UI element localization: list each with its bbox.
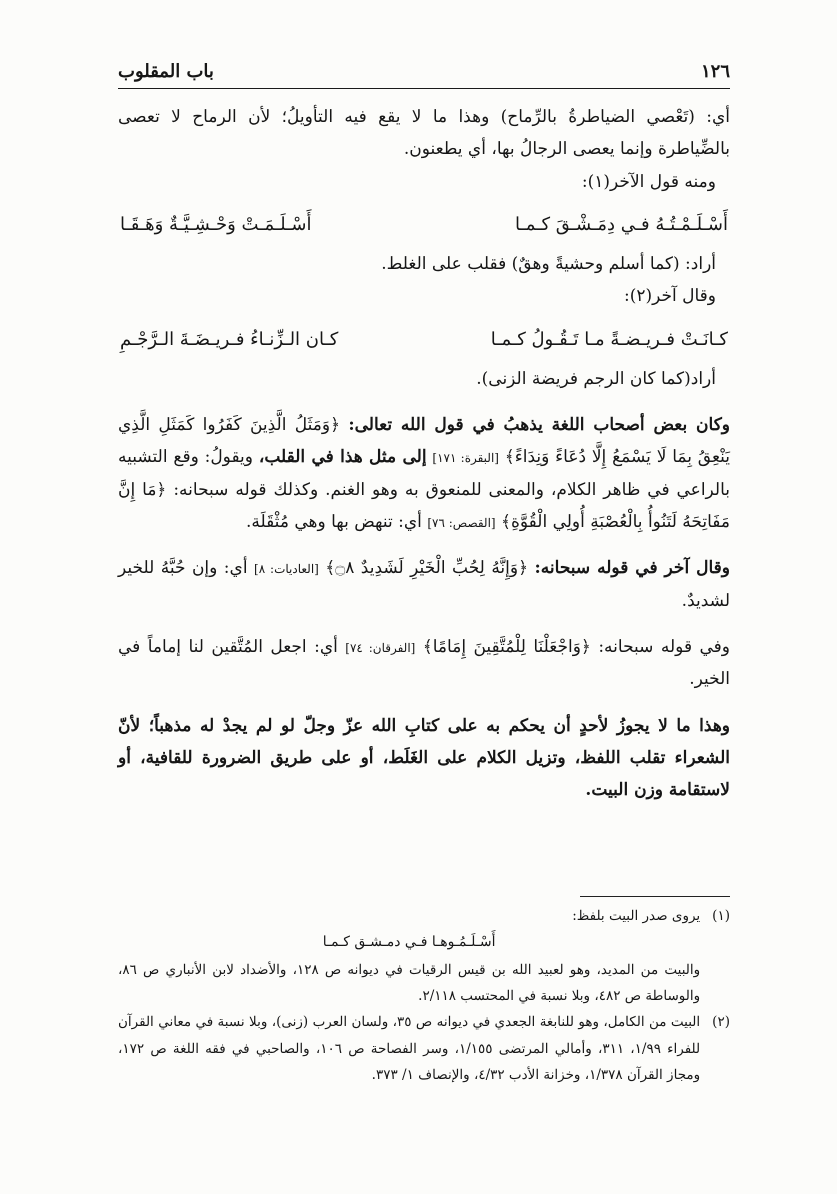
verse-1-first-hemistich: أَسْـلَـمْـتُـهُ فـي دِمَـشْـقَ كـمـا [515,213,728,235]
verse-1 [118,208,730,242]
verse-1-second-hemistich: أَسْـلَـمَـتْ وَحْـشِـيَّـةٌ وَهَـقَـا [120,213,312,235]
paragraph-3: أراد: (كما أسلم وحشيةً وهقٌ) فقلب على الغلط. [381,254,716,275]
paragraph-7 [118,552,730,617]
quran-verse-qasas: ﴿مَا إِنَّ مَفَاتِحَهُ لَتَنُوأُ بِالْعُصْبَةِ أُولِي الْقُوَّةِ﴾ [118,479,730,533]
main-text [118,101,730,806]
footnote-1-intro: يروى صدر البيت بلفظ: [572,908,701,924]
page-number: ١٢٦ [700,61,730,82]
ref-baqara: [البقرة: ١٧١] [432,451,499,466]
p7-end: أي: وإن حُبَّهُ للخير لشديدٌ. [118,558,730,611]
quran-verse-baqara: ﴿وَمَثَلُ الَّذِينَ كَفَرُوا كَمَثَلِ الَّذِي يَنْعِقُ بِمَا لَا يَسْمَعُ إِلَّا دُعَاءً وَنِدَاءً﴾ [118,415,731,468]
ref-qasas: [القصص: ٧٦] [427,516,496,531]
p6-bold2: إلى مثل هذا في القلب، [258,447,427,468]
footnote-rule [580,896,730,897]
page [118,52,730,806]
verse-2-first-hemistich: كـانَـتْ فـريـضـةً مـا تَـقُـولُ كـمـا [490,328,728,350]
p8-start: وفي قوله سبحانه: [598,636,731,657]
paragraph-9: وهذا ما لا يجوزُ لأحدٍ أن يحكم به على كتابِ الله عزّ وجلّ لو لم يجدْ له مذهباً؛ لأنّ الشعراء تقلب اللفظ، وتزيل الكلام على الغَلَط، أو على طريق الضرورة للقافية، أو لاستقامة وزن البيت. [118,715,730,801]
paragraph-6 [118,409,730,538]
footnote-1-number: (١) [712,908,730,924]
footnote-1-text: والبيت من المديد، وهو لعبيد الله بن قيس الرقيات في ديوانه ص ١٢٨، والأضداد لابن الأنباري ص ٨٦، والوساطة ص ٤٨٢، وبلا نسبة في المحتسب ٢/١١٨. [118,961,701,1004]
footnote-1-verse: أَسْـلَـمُـوهـا فـي دمـشـق كـمـا [322,934,496,951]
p6-rest: ويقولُ: وقع التشبيه بالراعي في ظاهر الكلام، والمعنى للمنعوق به وهو الغنم. وكذلك قوله سبحانه: [118,447,731,500]
verse-2 [118,323,730,357]
footnote-2 [118,1009,730,1088]
quran-verse-adiyat: ﴿وَإِنَّهُ لِحُبِّ الْخَيْرِ لَشَدِيدٌ ۝٨﴾ [325,558,529,579]
paragraph-4: وقال آخر(٢): [623,286,716,307]
p8-end: أي: اجعل المُتَّقين لنا إماماً في الخير. [118,636,730,690]
footnote-2-text: البيت من الكامل، وهو للنابغة الجعدي في ديوانه ص ٣٥، ولسان العرب (زنى)، وبلا نسبة في معاني القرآن للفراء ١/٩٩، ٣١١، وأمالي المرتضى ١/١٥٥، وسر الفصاحة ص ١٠٦، والصاحبي في فقه اللغة ص ١٧٢، ومجاز القرآن ١/٣٧٨، وخزانة الأدب ٤/٣٢، والإنصاف ١/ ٣٧٣. [118,1014,701,1083]
verse-2-second-hemistich: كـان الـزِّنـاءُ فـريـضَـةَ الـرَّجْـمِ [120,328,339,350]
paragraph-2: ومنه قول الآخر(١): [581,171,716,192]
paragraph-5: أراد(كما كان الرجم فريضة الزنى). [476,368,716,389]
header-rule [118,88,730,89]
p6-end: أي: تنهض بها وهي مُثْقَلَة. [245,512,422,533]
footnote-1 [118,903,730,1009]
p7-lead: وقال آخر في قوله سبحانه: [534,558,730,579]
chapter-title: باب المقلوب [118,61,214,82]
footnotes [118,896,730,1088]
running-header [118,52,730,82]
ref-furqan: [الفرقان: ٧٤] [345,640,416,655]
footnote-2-number: (٢) [712,1014,730,1031]
p6-lead: وكان بعض أصحاب اللغة يذهبُ في قول الله تعالى: [348,415,730,436]
paragraph-8 [118,631,730,696]
ref-adiyat: [العاديات: ٨] [254,562,319,577]
paragraph-1: أي: (تَعْصي الضياطرةُ بالرِّماح) وهذا ما لا يقع فيه التأويلُ؛ لأن الرماح لا تعصى بالضِّياطرة وإنما يعصى الرجالُ بها، أي يطعنون. [118,107,730,160]
quran-verse-furqan: ﴿وَاجْعَلْنَا لِلْمُتَّقِينَ إِمَامًا﴾ [422,636,591,657]
